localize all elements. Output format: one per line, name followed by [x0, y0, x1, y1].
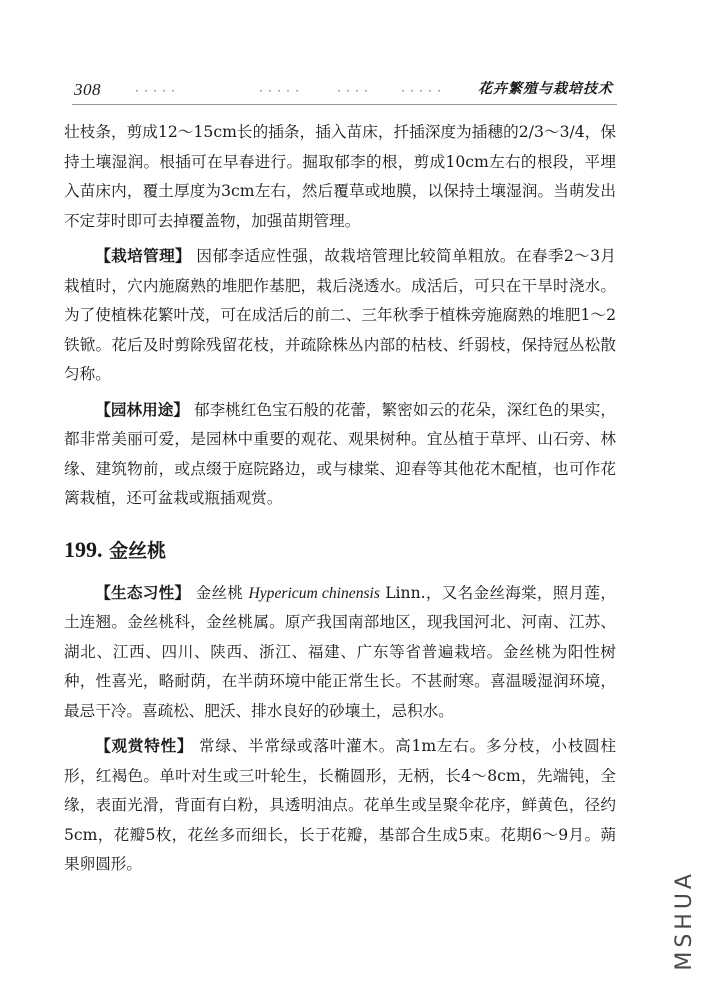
section-tag: 【栽培管理】 — [95, 247, 192, 265]
entry-heading — [64, 536, 616, 565]
paragraph-continuation — [64, 118, 616, 236]
paragraph-landscape-use — [64, 396, 616, 514]
paragraph-ornamental — [64, 732, 616, 880]
header-rule — [72, 104, 617, 105]
header-dots-2: ····· — [258, 86, 304, 97]
paragraph-cultivation — [64, 242, 616, 390]
paragraph-text: 因郁李适应性强，故栽培管理比较简单粗放。在春季2～3月栽植时，穴内施腐熟的堆肥作基肥，栽后浇透水。成活后，可只在干旱时浇水。为了使植株花繁叶茂，可在成活后的前二、三年秋季于植株旁施腐熟的堆肥1～2铁锨。花后及时剪除残留花枝，并疏除株丛内部的枯枝、纤弱枝，保持冠丛松散匀称。 — [64, 247, 616, 383]
paragraph-text: Linn.，又名金丝海棠，照月莲，土连翘。金丝桃科，金丝桃属。原产我国南部地区，现我国河北、河南、江苏、湖北、江西、四川、陕西、浙江、福建、广东等省普遍栽培。金丝桃为阳性树种，性喜光，略耐荫，在半荫环境中能正常生长。不甚耐寒。喜温暖湿润环境，最忌干冷。喜疏松、肥沃、排水良好的砂壤土，忌积水。 — [64, 583, 616, 720]
paragraph-text: 壮枝条，剪成12～15cm长的插条，插入苗床，扦插深度为插穗的2/3～3/4，保持土壤湿润。根插可在早春进行。掘取郁李的根，剪成10cm左右的根段，平埋入苗床内，覆土厚度为3cm左右，然后覆草或地膜，以保持土壤湿润。当萌发出不定芽时即可去掉覆盖物，加强苗期管理。 — [64, 123, 616, 230]
header-dots-4: ····· — [400, 86, 446, 97]
paragraph-text: 郁李桃红色宝石般的花蕾，繁密如云的花朵，深红色的果实，都非常美丽可爱，是园林中重要的观花、观果树种。宜丛植于草坪、山石旁、林缘、建筑物前，或点缀于庭院路边，或与棣棠、迎春等其他花木配植，也可作花篱栽植，还可盆栽或瓶插观赏。 — [64, 400, 616, 507]
header-dots-3: ···· — [336, 86, 373, 97]
page-body — [64, 118, 616, 880]
entry-title: 金丝桃 — [109, 539, 167, 562]
section-tag: 【生态习性】 — [95, 583, 191, 602]
latin-name: Hypericum chinensis — [248, 584, 380, 602]
paragraph-text: 常绿、半常绿或落叶灌木。高1m左右。多分枝，小枝圆柱形，红褐色。单叶对生或三叶轮生，长椭圆形，无柄，长4～8cm，先端钝，全缘，表面光滑，背面有白粉，具透明油点。花单生或呈聚伞花序，鲜黄色，径约5cm，花瓣5枚，花丝多而细长，长于花瓣，基部合生成5束。花期6～9月。蒴果卵圆形。 — [64, 737, 616, 873]
page-number: 308 — [74, 80, 101, 99]
running-header-title: 花卉繁殖与栽培技术 — [478, 81, 613, 97]
section-tag: 【园林用途】 — [95, 400, 189, 419]
header-dots-1: ····· — [134, 86, 180, 97]
paragraph-text: 金丝桃 — [195, 583, 244, 602]
entry-number: 199. — [64, 536, 103, 562]
section-tag: 【观赏特性】 — [95, 737, 194, 755]
watermark-text: MSHUA — [672, 870, 697, 971]
paragraph-ecology — [64, 579, 616, 727]
